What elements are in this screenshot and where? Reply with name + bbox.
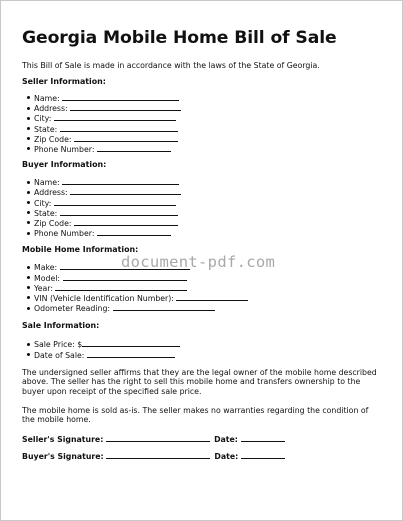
- buyer-address-item: [34, 187, 382, 197]
- home-model-label: Model:: [34, 273, 63, 283]
- seller-fields: [22, 93, 382, 154]
- sale-price-label: Sale Price: $: [34, 340, 83, 350]
- seller-phone-blank[interactable]: [97, 144, 171, 152]
- buyer-zip-item: [34, 218, 382, 228]
- as-is-paragraph: The mobile home is sold as-is. The seller makes no warranties regarding the condition of the mobile home.: [22, 405, 369, 425]
- seller-phone-label: Phone Number:: [34, 145, 97, 155]
- home-model-item: [34, 273, 382, 283]
- home-odometer-item: [34, 303, 382, 313]
- home-vin-label: VIN (Vehicle Identification Number):: [34, 294, 177, 304]
- sale-price-blank[interactable]: [82, 339, 180, 347]
- home-year-item: [34, 283, 382, 293]
- buyer-address-label: Address:: [34, 188, 71, 198]
- buyer-city-label: City:: [34, 198, 54, 208]
- buyer-phone-item: [34, 228, 382, 238]
- document-title: Georgia Mobile Home Bill of Sale: [22, 28, 337, 48]
- seller-city-blank[interactable]: [54, 113, 176, 121]
- sale-price-item: [34, 339, 382, 349]
- buyer-state-item: [34, 208, 382, 218]
- seller-name-item: [34, 93, 382, 103]
- home-model-blank[interactable]: [63, 273, 187, 281]
- seller-name-label: Name:: [34, 94, 63, 103]
- home-odometer-blank[interactable]: [113, 303, 215, 311]
- seller-date-blank[interactable]: [241, 434, 285, 442]
- buyer-date-blank[interactable]: [241, 451, 285, 459]
- sale-heading: Sale Information:: [22, 321, 100, 331]
- seller-state-item: [34, 124, 382, 134]
- affirmation-paragraph: The undersigned seller affirms that they are the legal owner of the mobile home described above. The seller has the right to sell this mobile home and transfers ownership to the buyer upon receipt of the specified sale price.: [22, 367, 377, 397]
- buyer-name-label: Name:: [34, 178, 63, 188]
- buyer-zip-label: Zip Code:: [34, 219, 75, 229]
- seller-date-label: Date:: [214, 434, 241, 444]
- seller-signature-blank[interactable]: [106, 434, 210, 442]
- buyer-state-label: State:: [34, 208, 60, 218]
- buyer-signature-blank[interactable]: [106, 451, 210, 459]
- home-heading: Mobile Home Information:: [22, 245, 139, 255]
- home-odometer-label: Odometer Reading:: [34, 304, 113, 314]
- watermark-text: document-pdf.com: [121, 253, 276, 271]
- buyer-address-blank[interactable]: [70, 187, 181, 195]
- buyer-city-blank[interactable]: [54, 198, 176, 206]
- buyer-phone-blank[interactable]: [97, 228, 171, 236]
- home-vin-blank[interactable]: [176, 293, 248, 301]
- buyer-city-item: [34, 198, 382, 208]
- seller-zip-label: Zip Code:: [34, 134, 75, 144]
- buyer-fields: [22, 177, 382, 238]
- home-year-blank[interactable]: [55, 283, 187, 291]
- seller-zip-blank[interactable]: [74, 134, 178, 142]
- sale-fields: [22, 339, 382, 359]
- buyer-phone-label: Phone Number:: [34, 229, 97, 239]
- buyer-date-label: Date:: [214, 451, 241, 461]
- seller-city-label: City:: [34, 114, 54, 124]
- intro-text: This Bill of Sale is made in accordance with the laws of the State of Georgia.: [22, 61, 320, 70]
- home-year-label: Year:: [34, 283, 56, 293]
- seller-address-label: Address:: [34, 104, 71, 114]
- seller-city-item: [34, 113, 382, 123]
- sale-date-blank[interactable]: [87, 350, 175, 358]
- seller-heading: Seller Information:: [22, 77, 106, 86]
- buyer-heading: Buyer Information:: [22, 160, 107, 170]
- seller-state-label: State:: [34, 124, 60, 134]
- buyer-signature-line: [22, 451, 382, 462]
- buyer-name-blank[interactable]: [62, 177, 179, 185]
- buyer-zip-blank[interactable]: [74, 218, 178, 226]
- seller-address-blank[interactable]: [70, 103, 181, 111]
- buyer-name-item: [34, 177, 382, 187]
- sale-date-label: Date of Sale:: [34, 350, 87, 360]
- sale-date-item: [34, 350, 382, 360]
- seller-signature-label: Seller's Signature:: [22, 434, 107, 444]
- seller-name-blank[interactable]: [62, 93, 179, 101]
- seller-address-item: [34, 103, 382, 113]
- seller-zip-item: [34, 134, 382, 144]
- buyer-state-blank[interactable]: [60, 208, 178, 216]
- home-vin-item: [34, 293, 382, 303]
- seller-state-blank[interactable]: [60, 124, 178, 132]
- seller-signature-line: [22, 434, 382, 445]
- buyer-signature-label: Buyer's Signature:: [22, 451, 107, 461]
- home-make-label: Make:: [34, 263, 60, 273]
- document-content: [22, 27, 382, 462]
- seller-phone-item: [34, 144, 382, 154]
